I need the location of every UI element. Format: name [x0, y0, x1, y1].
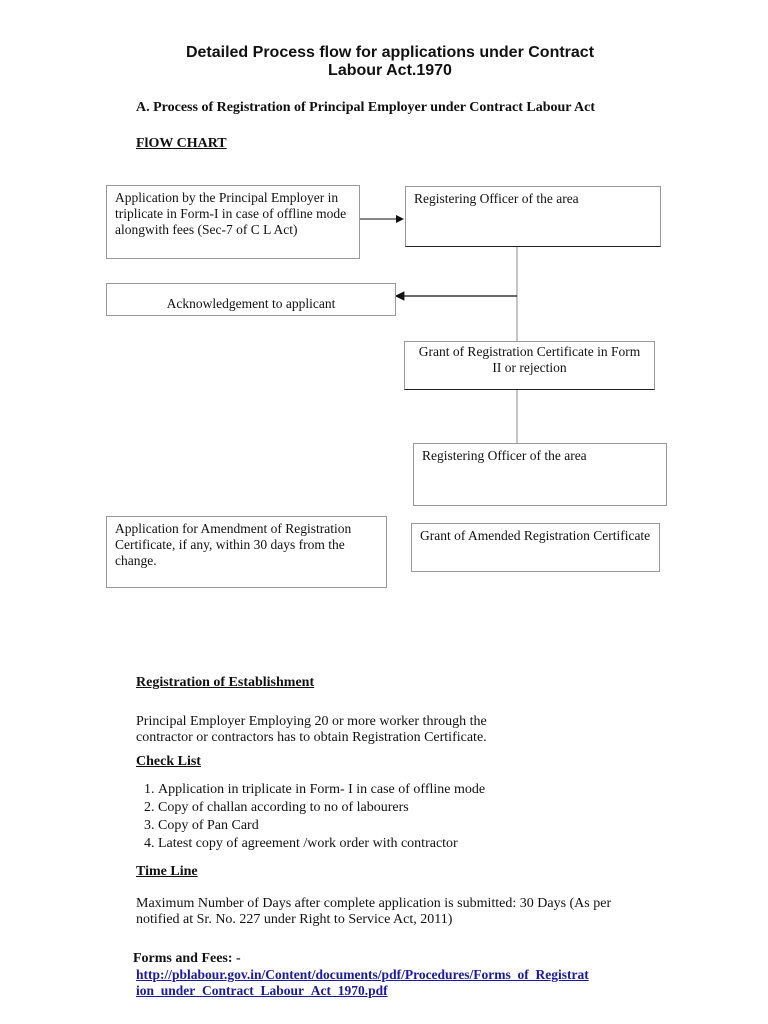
section-a-heading: A. Process of Registration of Principal Employer under Contract Labour Act — [136, 100, 595, 115]
timeline-heading: Time Line — [136, 864, 198, 879]
forms-link-line-1[interactable]: http://pblabour.gov.in/Content/documents/pdf/Procedures/Forms_of_Registrat — [136, 967, 589, 982]
checklist-item: 1. Application in triplicate in Form- I in case of offline mode — [158, 781, 636, 799]
checklist-item: 4. Latest copy of agreement /work order with contractor — [158, 835, 636, 853]
box-registering-officer-1: Registering Officer of the area — [405, 186, 661, 247]
timeline-text: Maximum Number of Days after complete application is submitted: 30 Days (As per notified at Sr. No. 227 under Right to Service Act, 2011) — [136, 896, 612, 927]
title-line-2: Labour Act.1970 — [328, 62, 452, 79]
checklist-item: 2. Copy of challan according to no of labourers — [158, 799, 636, 817]
box-application: Application by the Principal Employer in triplicate in Form-I in case of offline mode alongwith fees (Sec-7 of C L Act) — [106, 185, 360, 259]
registration-heading: Registration of Establishment — [136, 675, 315, 690]
checklist-heading: Check List — [136, 754, 201, 769]
box-registering-officer-2: Registering Officer of the area — [413, 443, 667, 506]
title-line-1: Detailed Process flow for applications under Contract — [185, 44, 595, 61]
box-grant-amended: Grant of Amended Registration Certificate — [411, 523, 660, 572]
checklist — [136, 781, 636, 853]
registration-description: Principal Employer Employing 20 or more worker through the contractor or contractors has to obtain Registration Certificate. — [136, 714, 487, 745]
box-acknowledgement: Acknowledgement to applicant — [106, 283, 396, 316]
flowchart-label: FlOW CHART — [136, 136, 227, 151]
box-amendment-application: Application for Amendment of Registration Certificate, if any, within 30 days from the change. — [106, 516, 387, 588]
box-grant-certificate: Grant of Registration Certificate in Form II or rejection — [404, 341, 655, 390]
forms-link-line-2[interactable]: ion_under_Contract_Labour_Act_1970.pdf — [136, 983, 388, 998]
checklist-item: 3. Copy of Pan Card — [158, 817, 636, 835]
forms-label: Forms and Fees: - — [133, 951, 241, 966]
